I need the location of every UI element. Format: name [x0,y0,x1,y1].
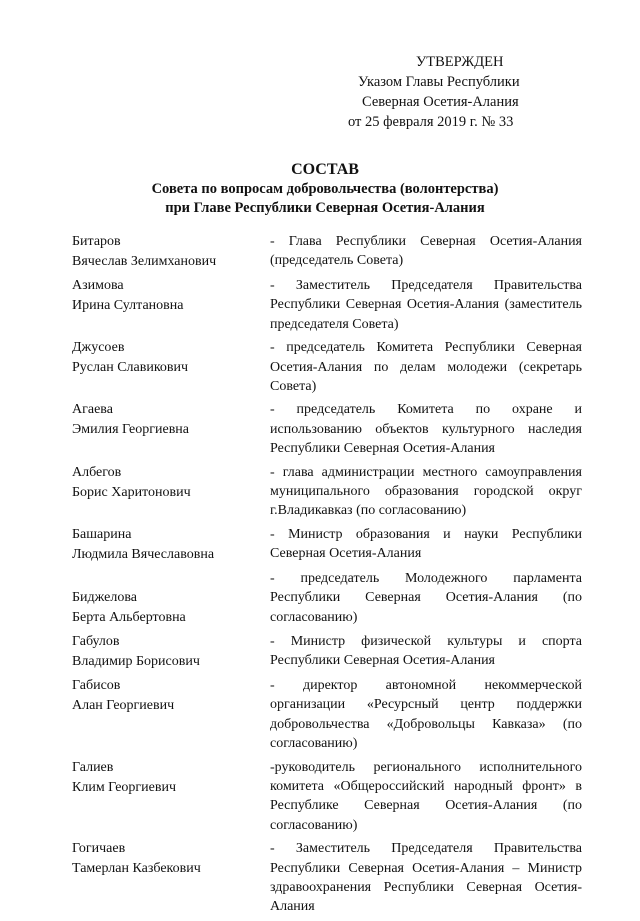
member-role: - Министр физической культуры и спорта Республики Северная Осетия-Алания [270,633,582,669]
member-role: - Заместитель Председателя Правительства Республики Северная Осетия-Алания – Министр здравоохранения Республики Северная Осетия-Алания [270,841,582,915]
approval-decree: Указом Главы Республики [358,74,520,90]
members-list [72,232,582,921]
member-surname: Биджелова [72,589,137,605]
member-given-names: Владимир Борисович [72,653,200,669]
member-row [72,632,582,672]
title-line-2: при Главе Республики Северная Осетия-Алания [165,200,485,216]
member-surname: Габулов [72,633,120,649]
member-role: -руководитель регионального исполнительного комитета «Общероссийский народный фронт» в Республике Северная Осетия-Алания (по согласованию) [270,759,582,833]
member-surname: Агаева [72,402,113,418]
member-role: - председатель Комитета по охране и использованию объектов культурного наследия Республики Северная Осетия-Алания [270,402,582,457]
member-given-names: Алан Георгиевич [72,697,175,713]
approval-region: Северная Осетия-Алания [362,94,519,110]
member-role: - Министр образования и науки Республики Северная Осетия-Алания [270,526,582,562]
member-row [72,839,582,917]
member-row [72,463,582,521]
member-role: - Глава Республики Северная Осетия-Алания (председатель Совета) [270,234,582,269]
member-row [72,338,582,396]
member-role: - Заместитель Председателя Правительства Республики Северная Осетия-Алания (заместитель председателя Совета) [270,278,582,332]
member-name [72,338,270,396]
member-surname: Джусоев [72,340,125,356]
title-heading: СОСТАВ [291,161,359,178]
member-name [72,276,270,334]
member-given-names: Вячеслав Зелимханович [72,254,217,269]
member-surname: Албегов [72,464,122,480]
member-row [72,400,582,458]
member-name [72,232,270,272]
member-surname: Башарина [72,526,132,542]
member-given-names: Клим Георгиевич [72,779,177,795]
member-given-names: Тамерлан Казбекович [72,861,201,877]
member-name [72,569,270,628]
member-given-names: Ирина Султановна [72,298,184,313]
member-name [72,525,270,565]
member-row [72,276,582,334]
member-given-names: Руслан Славикович [72,360,189,376]
member-row [72,676,582,754]
member-row [72,232,582,272]
member-role: - председатель Молодежного парламента Республики Северная Осетия-Алания (по согласованию) [270,570,582,625]
member-given-names: Людмила Вячеславовна [72,546,215,562]
member-surname: Азимова [72,278,124,293]
approval-stamp [330,52,580,132]
member-surname: Галиев [72,759,114,775]
member-surname: Габисов [72,677,121,693]
member-given-names: Берта Альбертовна [72,609,186,625]
member-given-names: Борис Харитонович [72,484,191,500]
member-name [72,758,270,836]
member-row [72,569,582,628]
member-name [72,839,270,917]
member-surname: Гогичаев [72,841,126,857]
approval-date-number: от 25 февраля 2019 г. № 33 [348,114,514,130]
member-role: - глава администрации местного самоуправления муниципального образования городской округ г.Владикавказ (по согласованию) [270,464,582,519]
member-row [72,525,582,565]
member-given-names: Эмилия Георгиевна [72,422,190,438]
member-role: - директор автономной некоммерческой организации «Ресурсный центр поддержки добровольчества «Добровольцы Кавказа» (по согласованию) [270,677,582,752]
member-surname: Битаров [72,234,121,249]
member-name [72,676,270,754]
member-role: - председатель Комитета Республики Северная Осетия-Алания по делам молодежи (секретарь Совета) [270,340,582,395]
title-line-1: Совета по вопросам добровольчества (волонтерства) [151,181,499,197]
document-title [60,160,590,218]
member-row [72,758,582,836]
approval-status: УТВЕРЖДЕН [416,54,504,70]
member-name [72,463,270,521]
member-name [72,632,270,672]
member-name [72,400,270,458]
